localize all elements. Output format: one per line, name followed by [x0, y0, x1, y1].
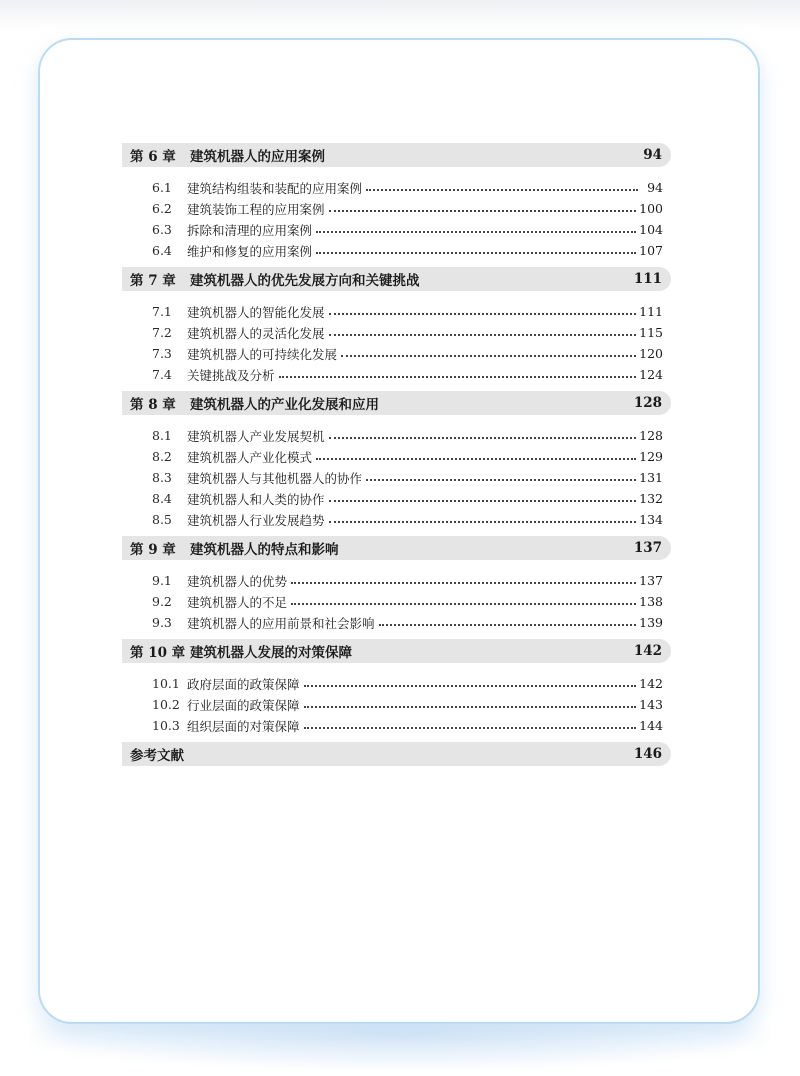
section-number: 10.1	[152, 676, 180, 691]
dot-leader	[329, 437, 637, 439]
section-page-number: 132	[639, 491, 663, 506]
section-number: 8.4	[152, 491, 172, 506]
section-number: 6.3	[152, 222, 172, 237]
section-title: 组织层面的对策保障	[187, 718, 300, 734]
section-number: 7.1	[152, 304, 172, 319]
section-number: 9.1	[152, 573, 172, 588]
chapter-title: 建筑机器人的产业化发展和应用	[190, 397, 379, 413]
section-list	[122, 301, 671, 385]
section-list	[122, 570, 671, 633]
dot-leader	[304, 727, 637, 729]
dot-leader	[304, 706, 637, 708]
chapter-number: 第 7 章	[130, 273, 176, 289]
section-entry[interactable]	[122, 488, 671, 509]
dot-leader	[291, 582, 636, 584]
section-page-number: 100	[639, 201, 663, 216]
section-title: 建筑机器人产业化模式	[187, 449, 313, 465]
section-title: 维护和修复的应用案例	[187, 243, 313, 259]
chapter-title: 建筑机器人的特点和影响	[190, 542, 339, 558]
dot-leader	[329, 521, 637, 523]
dot-leader	[279, 376, 637, 378]
section-page-number: 138	[639, 594, 663, 609]
section-number: 9.2	[152, 594, 172, 609]
section-entry[interactable]	[122, 364, 671, 385]
section-page-number: 107	[639, 243, 663, 258]
section-number: 8.5	[152, 512, 172, 527]
section-page-number: 115	[639, 325, 663, 340]
chapter-page-number: 111	[633, 271, 662, 287]
section-number: 8.2	[152, 449, 172, 464]
section-page-number: 134	[639, 512, 663, 527]
section-title: 建筑机器人的应用前景和社会影响	[187, 615, 375, 631]
section-title: 建筑机器人和人类的协作	[187, 491, 325, 507]
section-page-number: 131	[639, 470, 663, 485]
chapter-heading[interactable]	[122, 536, 671, 560]
section-number: 10.2	[152, 697, 180, 712]
chapter-number: 第 9 章	[130, 542, 176, 558]
section-page-number: 104	[639, 222, 663, 237]
dot-leader	[304, 685, 637, 687]
section-page-number: 144	[639, 718, 663, 733]
references-title: 参考文献	[130, 748, 184, 764]
dot-leader	[316, 458, 636, 460]
section-entry[interactable]	[122, 446, 671, 467]
section-title: 建筑机器人的不足	[187, 594, 288, 610]
section-title: 建筑机器人与其他机器人的协作	[187, 470, 363, 486]
chapter-heading[interactable]	[122, 143, 671, 167]
top-shadow	[0, 0, 800, 30]
section-page-number: 120	[639, 346, 663, 361]
section-number: 7.4	[152, 367, 172, 382]
section-title: 建筑装饰工程的应用案例	[187, 201, 325, 217]
dot-leader	[291, 603, 636, 605]
section-entry[interactable]	[122, 509, 671, 530]
chapter-number: 第 8 章	[130, 397, 176, 413]
section-list	[122, 673, 671, 736]
section-number: 7.2	[152, 325, 172, 340]
section-number: 6.2	[152, 201, 172, 216]
section-title: 建筑机器人的灵活化发展	[187, 325, 325, 341]
dot-leader	[316, 252, 636, 254]
dot-leader	[366, 189, 638, 191]
dot-leader	[366, 479, 636, 481]
section-title: 拆除和清理的应用案例	[187, 222, 313, 238]
section-entry[interactable]	[122, 694, 671, 715]
section-title: 建筑机器人产业发展契机	[187, 428, 325, 444]
section-number: 8.3	[152, 470, 172, 485]
dot-leader	[329, 210, 637, 212]
section-page-number: 129	[639, 449, 663, 464]
section-title: 建筑结构组装和装配的应用案例	[187, 180, 363, 196]
section-title: 建筑机器人的可持续化发展	[187, 346, 338, 362]
references-heading[interactable]	[122, 742, 671, 766]
chapter-title: 建筑机器人发展的对策保障	[190, 645, 352, 661]
section-number: 9.3	[152, 615, 172, 630]
section-page-number: 111	[639, 304, 663, 319]
section-entry[interactable]	[122, 612, 671, 633]
chapter-heading[interactable]	[122, 267, 671, 291]
section-title: 建筑机器人的优势	[187, 573, 288, 589]
section-entry[interactable]	[122, 301, 671, 322]
section-title: 政府层面的政策保障	[187, 676, 300, 692]
references-page-number: 146	[633, 746, 662, 762]
section-page-number: 139	[639, 615, 663, 630]
section-title: 行业层面的政策保障	[187, 697, 300, 713]
chapter-page-number: 137	[633, 540, 662, 556]
chapter-page-number: 142	[633, 643, 662, 659]
dot-leader	[329, 500, 637, 502]
section-number: 10.3	[152, 718, 180, 733]
section-entry[interactable]	[122, 343, 671, 364]
section-entry[interactable]	[122, 219, 671, 240]
chapter-heading[interactable]	[122, 639, 671, 663]
section-title: 建筑机器人的智能化发展	[187, 304, 325, 320]
chapter-number: 第 10 章	[130, 645, 186, 661]
dot-leader	[329, 334, 637, 336]
chapter-title: 建筑机器人的优先发展方向和关键挑战	[190, 273, 420, 289]
section-entry[interactable]	[122, 715, 671, 736]
section-list	[122, 425, 671, 530]
section-number: 6.4	[152, 243, 172, 258]
section-entry[interactable]	[122, 591, 671, 612]
section-page-number: 137	[639, 573, 663, 588]
section-entry[interactable]	[122, 467, 671, 488]
section-entry[interactable]	[122, 198, 671, 219]
chapter-heading[interactable]	[122, 391, 671, 415]
table-of-contents	[122, 143, 671, 776]
section-entry[interactable]	[122, 177, 671, 198]
chapter-title: 建筑机器人的应用案例	[190, 149, 325, 165]
dot-leader	[329, 313, 637, 315]
section-entry[interactable]	[122, 673, 671, 694]
section-number: 7.3	[152, 346, 172, 361]
dot-leader	[379, 624, 637, 626]
section-entry[interactable]	[122, 425, 671, 446]
chapter-page-number: 94	[643, 147, 662, 163]
section-page-number: 128	[639, 428, 663, 443]
dot-leader	[341, 355, 636, 357]
section-list	[122, 177, 671, 261]
dot-leader	[316, 231, 636, 233]
section-title: 关键挑战及分析	[187, 367, 275, 383]
section-title: 建筑机器人行业发展趋势	[187, 512, 325, 528]
section-page-number: 124	[639, 367, 663, 382]
section-entry[interactable]	[122, 570, 671, 591]
chapter-page-number: 128	[633, 395, 662, 411]
section-number: 8.1	[152, 428, 172, 443]
section-entry[interactable]	[122, 240, 671, 261]
section-page-number: 143	[639, 697, 663, 712]
section-number: 6.1	[152, 180, 172, 195]
section-entry[interactable]	[122, 322, 671, 343]
chapter-number: 第 6 章	[130, 149, 176, 165]
section-page-number: 142	[639, 676, 663, 691]
section-page-number: 94	[647, 180, 663, 195]
